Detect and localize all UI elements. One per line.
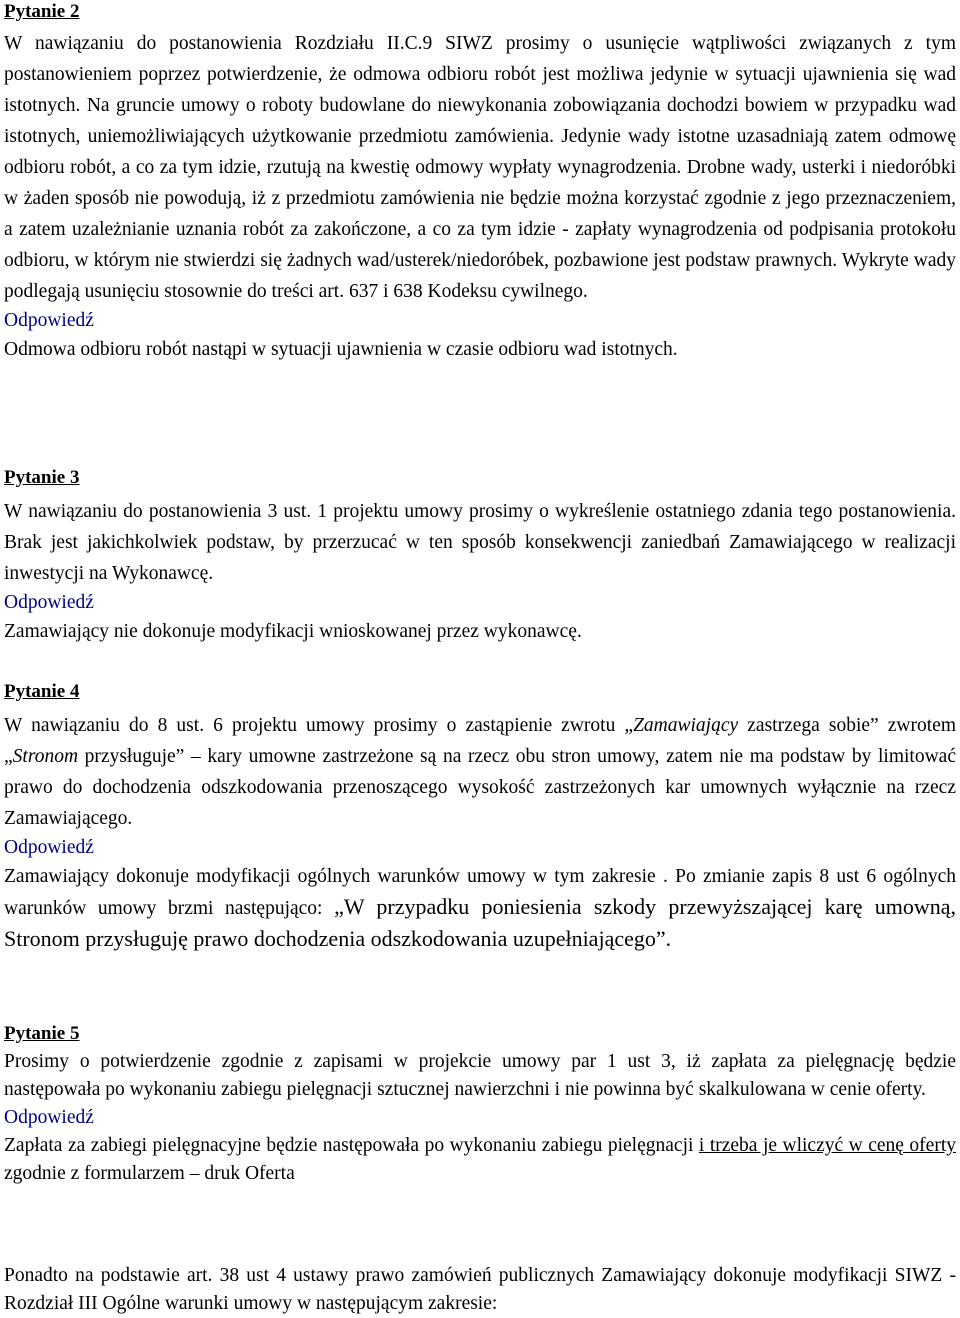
- question-4-answer-quote: „W przypadku poniesienia szkody przewyższającej karę umowną, Stronom przysługuję prawo dochodzenia odszkodowania uzupełniającego”.: [4, 894, 956, 951]
- question-3-heading: Pytanie 3: [4, 467, 80, 488]
- question-5-answer-label: Odpowiedź: [4, 1107, 94, 1128]
- question-3-answer-label: Odpowiedź: [4, 592, 94, 613]
- question-4-answer: [4, 862, 956, 956]
- question-5-section: [4, 1022, 956, 1188]
- question-4-body-italic-zamawiajacy: Zamawiający: [633, 715, 739, 736]
- question-4-answer-label: Odpowiedź: [4, 837, 94, 858]
- question-5-answer: [4, 1132, 956, 1188]
- closing-text: Ponadto na podstawie art. 38 ust 4 ustawy prawo zamówień publicznych Zamawiający dokonuje modyfikacji SIWZ - Rozdział III Ogólne warunki umowy w następującym zakresie:: [4, 1265, 956, 1314]
- question-2-section: [4, 0, 956, 365]
- question-2-answer-label: Odpowiedź: [4, 310, 94, 331]
- question-5-heading: Pytanie 5: [4, 1023, 80, 1044]
- question-4-body-italic-stronom: Stronom: [12, 746, 79, 767]
- question-4-body-part1: W nawiązaniu do 8 ust. 6 projektu umowy prosimy o zastąpienie zwrotu „: [4, 715, 634, 736]
- question-4-body-part3: przysługuje” – kary umowne zastrzeżone są na rzecz obu stron umowy, zatem nie ma podstaw by limitować prawo do dochodzenia odszkodowania przenoszącego wysokość zastrzeżonych kar umownych wyłącznie na rzecz Zamawiającego.: [4, 746, 956, 829]
- question-4-heading: Pytanie 4: [4, 681, 80, 702]
- question-5-body: Prosimy o potwierdzenie zgodnie z zapisami w projekcie umowy par 1 ust 3, iż zapłata za pielęgnację będzie następowała po wykonaniu zabiegu pielęgnacji sztucznej nawierzchni i nie powinna być skalkulowana w cenie oferty.: [4, 1051, 956, 1100]
- question-2-body: W nawiązaniu do postanowienia Rozdziału II.C.9 SIWZ prosimy o usunięcie wątpliwości związanych z tym postanowieniem poprzez potwierdzenie, że odmowa odbioru robót jest możliwa jedynie w sytuacji ujawnienia się wad istotnych. Na gruncie umowy o roboty budowlane do niewykonania zobowiązania dochodzi bowiem w przypadku wad istotnych, uniemożliwiających użytkowanie przedmiotu zamówienia. Jedynie wady istotne uzasadniają zatem odmowę odbioru robót, a co za tym idzie, rzutują na kwestię odmowy wypłaty wynagrodzenia. Drobne wady, usterki i niedoróbki w żaden sposób nie powodują, iż z przedmiotu zamówienia nie będzie można korzystać zgodnie z jego przeznaczeniem, a zatem uzależnianie uznania robót za zakończone, a co za tym idzie - zapłaty wynagrodzenia od podpisania protokołu odbioru, w którym nie stwierdzi się żadnych wad/usterek/niedoróbek, pozbawione jest podstaw prawnych. Wykryte wady podlegają usunięciu stosownie do treści art. 637 i 638 Kodeksu cywilnego.: [4, 33, 956, 302]
- question-4-answer-part1: Zamawiający dokonuje modyfikacji ogólnych warunków umowy w tym zakresie . Po zmianie zapis 8 ust 6 ogólnych warunków umowy brzmi następująco:: [4, 866, 956, 919]
- question-3-body: W nawiązaniu do postanowienia 3 ust. 1 projektu umowy prosimy o wykreślenie ostatniego zdania tego postanowienia. Brak jest jakichkolwiek podstaw, by przerzucać w ten sposób konsekwencji zaniedbań Zamawiającego w realizacji inwestycji na Wykonawcę.: [4, 501, 956, 584]
- question-3-section: [4, 466, 956, 647]
- question-3-answer: Zamawiający nie dokonuje modyfikacji wnioskowanej przez wykonawcę.: [4, 621, 582, 642]
- question-5-answer-part1: Zapłata za zabiegi pielęgnacyjne będzie następowała po wykonaniu zabiegu pielęgnacji: [4, 1135, 699, 1156]
- question-2-answer: Odmowa odbioru robót nastąpi w sytuacji ujawnienia w czasie odbioru wad istotnych.: [4, 339, 678, 360]
- question-2-heading: Pytanie 2: [4, 1, 80, 22]
- question-4-body-part2: zastrzega sobie” zwrotem „: [4, 715, 956, 767]
- closing-section: [4, 1262, 956, 1318]
- question-4-body: [4, 710, 956, 834]
- question-5-answer-underlined: i trzeba je wliczyć w cenę oferty: [698, 1135, 956, 1156]
- question-4-section: [4, 680, 956, 956]
- question-5-answer-part2: zgodnie z formularzem – druk Oferta: [4, 1163, 295, 1184]
